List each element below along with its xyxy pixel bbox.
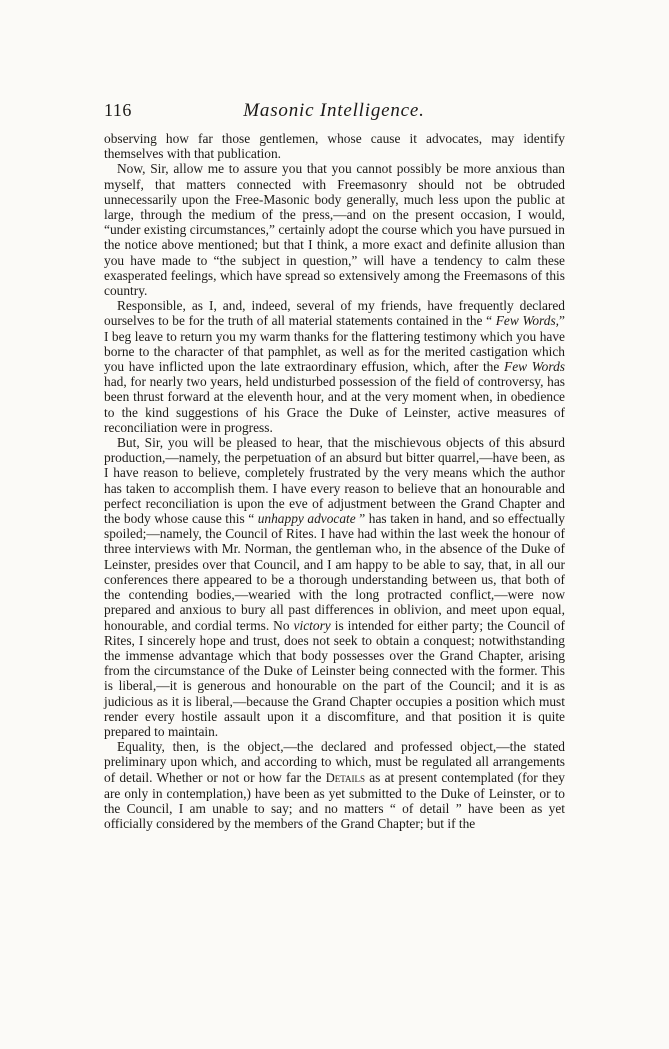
running-header [104,100,564,126]
text-run: had, for nearly two years, held undisturbed possession of the field of controversy, has been thrust forward at the eleventh hour, and at the very moment when, in obedience to the kind suggestions of his Grace the Duke of Leinster, active measures of reconciliation were in progress. [104,374,565,435]
text-run: Responsible, as I, and, indeed, several of my friends, have frequently declared ourselves to be for the truth of all material statements contained in the “ [104,298,565,329]
italic-title: Few Words [504,359,565,375]
text-run: observing how far those gentlemen, whose cause it advocates, may identify themselves with that publication. [104,131,565,162]
text-run: But, Sir, you will be pleased to hear, that the mischievous objects of this absurd production,—namely, the perpetuation of an absurd but bitter quarrel,—have been, as I have reason to believe, completely frustrated by the very means which the author has taken to accomplish them. I have every reason to believe that an honourable and perfect reconciliation is upon the eve of adjustment between the Grand Chapter and the body whose cause this “ [104,435,565,527]
page-number: 116 [104,100,132,120]
running-title: Masonic Intelligence. [243,100,425,121]
italic-word: victory [293,617,331,633]
paragraph-5 [104,739,565,831]
italic-title: Few Words, [495,313,560,329]
paragraph-3 [104,298,565,435]
text-run: as at present contemplated (for they are only in contemplation,) have been as yet submitted to the Duke of Leinster, or to the Council, I am unable to say; and no matters “ of detail ” have been as yet officially considered by the members of the Grand Chapter; but if the [104,769,565,832]
text-run: ” has taken in hand, and so effectually spoiled;—namely, the Council of Rites. I have had within the last week the honour of three interviews with Mr. Norman, the gentleman who, in the absence of the Duke of Leinster, presides over that Council, and I am happy to be able to say, that, in all our conferences there appeared to be a thorough understanding between us, that both of the contending bodies,—wearied with the long protracted conflict,—were now prepared and anxious to bury all past differences in oblivion, and meet upon equal, honourable, and cordial terms. No [104,511,565,633]
text-run: ” I beg leave to return you my warm thanks for the flattering testimony which you have borne to the character of that pamphlet, as well as for the merited castigation which you have inflicted upon the late extraordinary effusion, which, after the [104,313,565,375]
text-run: Now, Sir, allow me to assure you that you cannot possibly be more anxious than myself, that matters connected with Freemasonry should not be obtruded unnecessarily upon the Free-Masonic body generally, much less upon the public at large, through the medium of the press,—and on the present occasion, I would, “under existing circumstances,” certainly adopt the course which you have pursued in the notice above mentioned; but that I think, a more exact and definite allusion than you have made to “the subject in question,” will have a tendency to calm these exasperated feelings, which have spread so extensively among the Freemasons of this country. [104,161,565,299]
italic-phrase: unhappy advocate [257,511,356,527]
small-caps-word: Details [325,770,365,785]
paragraph-1 [104,131,565,161]
paragraph-4 [104,435,565,739]
text-run: Equality, then, is the object,—the declared and professed object,—the stated preliminary upon which, and according to which, must be regulated all arrangements of detail. Whether or not or how far the [104,739,565,785]
text-run: is intended for either party; the Council of Rites, I sincerely hope and trust, does not seek to obtain a conquest; notwithstanding the immense advantage which that body possesses over the Grand Chapter, arising from the circumstance of the Duke of Leinster being connected with the former. This is liberal,—it is generous and honourable on the part of the Council; and it is as judicious as it is liberal,—because the Grand Chapter occupies a position which must render every hostile assault upon it a discomfiture, and that position it is quite prepared to maintain. [104,617,565,739]
paragraph-2 [104,161,565,298]
body-text [104,131,565,831]
